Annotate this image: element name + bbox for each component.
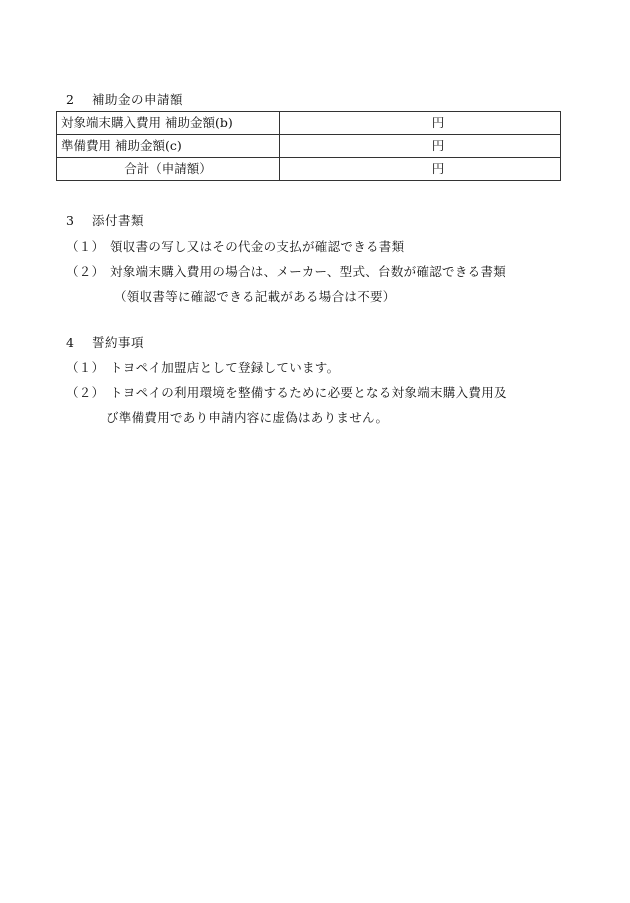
item-continuation: び準備費用であり申請内容に虚偽はありません。 <box>106 410 389 425</box>
list-item <box>66 384 507 402</box>
row-label-preparation-subsidy: 準備費用 補助金額(c) <box>57 135 280 158</box>
amount-cell-total[interactable]: 円 <box>280 158 561 181</box>
section2-heading <box>66 91 183 109</box>
item-mark: （２） <box>66 264 105 279</box>
item-text: 対象端末購入費用の場合は、メーカー、型式、台数が確認できる書類 <box>110 264 507 279</box>
table-row <box>57 135 561 158</box>
row-label-total: 合計（申請額） <box>57 158 280 181</box>
item-continuation: （領収書等に確認できる記載がある場合は不要） <box>114 289 396 304</box>
section3-heading <box>66 212 144 230</box>
section4-title: 誓約事項 <box>92 335 145 350</box>
amount-cell-terminal-subsidy[interactable]: 円 <box>280 112 561 135</box>
list-item <box>66 359 339 377</box>
item-mark: （２） <box>66 385 105 400</box>
item-text: 領収書の写し又はその代金の支払が確認できる書類 <box>110 239 405 254</box>
list-item <box>66 238 404 256</box>
section2-title: 補助金の申請額 <box>92 92 184 107</box>
section3-title: 添付書類 <box>92 213 145 228</box>
list-item <box>66 263 506 281</box>
table-row <box>57 158 561 181</box>
section4-heading <box>66 334 144 352</box>
item-mark: （１） <box>66 239 105 254</box>
section3-number: 3 <box>66 213 75 228</box>
subsidy-amount-table <box>56 111 561 181</box>
table-row <box>57 112 561 135</box>
section2-number: 2 <box>66 92 75 107</box>
amount-cell-preparation-subsidy[interactable]: 円 <box>280 135 561 158</box>
section4-number: 4 <box>66 335 75 350</box>
item-text: トヨペイの利用環境を整備するために必要となる対象端末購入費用及 <box>110 385 507 400</box>
item-mark: （１） <box>66 360 105 375</box>
row-label-terminal-subsidy: 対象端末購入費用 補助金額(b) <box>57 112 280 135</box>
item-text: トヨペイ加盟店として登録しています。 <box>110 360 340 375</box>
